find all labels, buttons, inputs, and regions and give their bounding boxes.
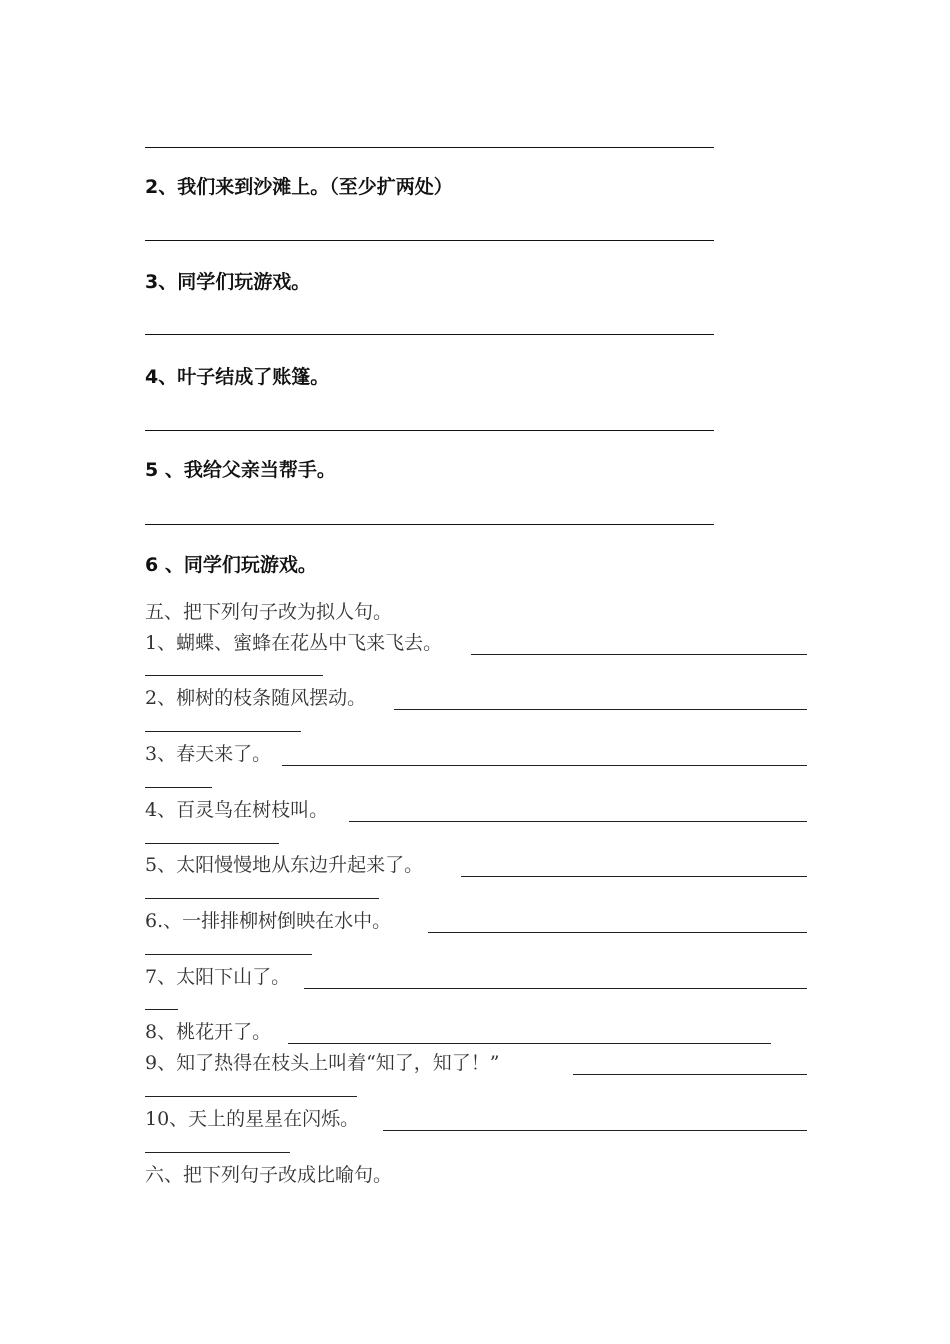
answer-line[interactable] xyxy=(145,524,714,525)
expand-item-4: 4、叶子结成了账篷。 xyxy=(145,366,330,388)
personification-item-5 xyxy=(145,850,807,880)
answer-line[interactable] xyxy=(145,240,714,241)
answer-line-continued[interactable] xyxy=(145,843,279,844)
answer-line-continued[interactable] xyxy=(145,954,312,955)
item-text: 9、知了热得在枝头上叫着“知了，知了！” xyxy=(145,1052,500,1074)
answer-line[interactable] xyxy=(349,821,807,822)
section-title-metaphor: 六、把下列句子改成比喻句。 xyxy=(145,1164,393,1186)
item-text: 3、春天来了。 xyxy=(145,743,272,765)
answer-line[interactable] xyxy=(282,765,807,766)
answer-line[interactable] xyxy=(573,1074,807,1075)
personification-item-8 xyxy=(145,1017,771,1047)
expand-item-5: 5 、我给父亲当帮手。 xyxy=(145,459,336,481)
personification-item-1 xyxy=(145,628,807,658)
section-title-personification: 五、把下列句子改为拟人句。 xyxy=(145,601,393,623)
item-text: 10、天上的星星在闪烁。 xyxy=(145,1108,360,1130)
expand-item-2: 2、我们来到沙滩上。（至少扩两处） xyxy=(145,176,453,198)
answer-line-continued[interactable] xyxy=(145,1152,290,1153)
answer-line[interactable] xyxy=(461,876,807,877)
item-text: 8、桃花开了。 xyxy=(145,1021,272,1043)
answer-line-continued[interactable] xyxy=(145,1096,357,1097)
item-text: 7、太阳下山了。 xyxy=(145,966,291,988)
personification-item-2 xyxy=(145,683,807,713)
personification-item-9 xyxy=(145,1048,807,1078)
item-text: 4、百灵鸟在树枝叫。 xyxy=(145,799,329,821)
answer-line[interactable] xyxy=(471,654,807,655)
item-text: 6.、一排排柳树倒映在水中。 xyxy=(145,910,392,932)
item-text: 2、柳树的枝条随风摆动。 xyxy=(145,687,367,709)
expand-item-3: 3、同学们玩游戏。 xyxy=(145,271,311,293)
answer-line[interactable] xyxy=(428,932,807,933)
personification-item-7 xyxy=(145,962,807,992)
item-text: 5、太阳慢慢地从东边升起来了。 xyxy=(145,854,424,876)
expand-item-6: 6 、同学们玩游戏。 xyxy=(145,554,317,576)
item-text: 1、蝴蝶、蜜蜂在花丛中飞来飞去。 xyxy=(145,632,443,654)
personification-item-6 xyxy=(145,906,807,936)
answer-line-continued[interactable] xyxy=(145,898,379,899)
answer-line[interactable] xyxy=(383,1130,807,1131)
answer-line[interactable] xyxy=(288,1043,771,1044)
personification-item-4 xyxy=(145,795,807,825)
personification-item-3 xyxy=(145,739,807,769)
answer-line-continued[interactable] xyxy=(145,1009,178,1010)
answer-line[interactable] xyxy=(145,430,714,431)
answer-line[interactable] xyxy=(145,147,714,148)
answer-line-continued[interactable] xyxy=(145,675,323,676)
answer-line[interactable] xyxy=(394,709,807,710)
answer-line-continued[interactable] xyxy=(145,787,212,788)
answer-line[interactable] xyxy=(145,334,714,335)
answer-line[interactable] xyxy=(304,988,807,989)
answer-line-continued[interactable] xyxy=(145,731,301,732)
personification-item-10 xyxy=(145,1104,807,1134)
